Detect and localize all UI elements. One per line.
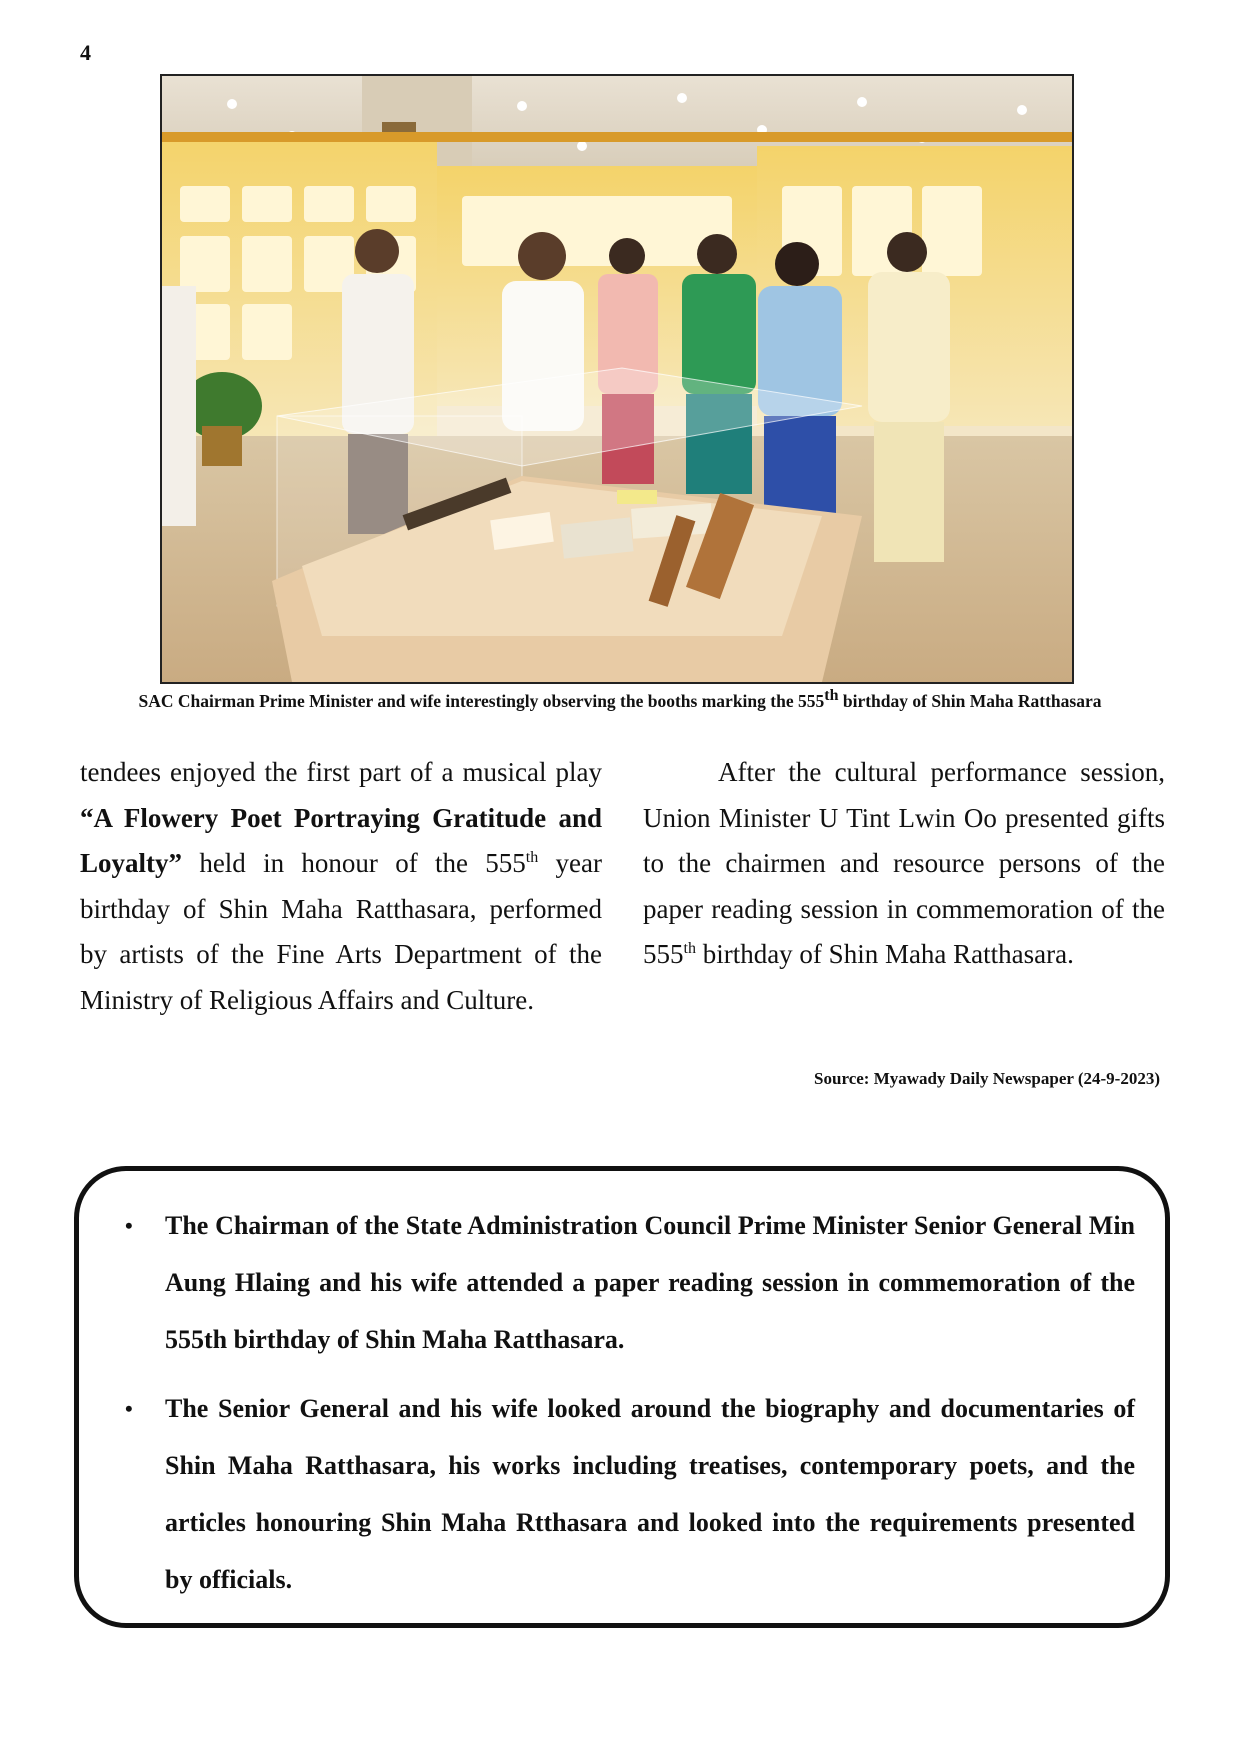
summary-item-text: The Chairman of the State Administration Council Prime Minister Senior General Min Aung Hlaing and his wife attended a paper reading session in commemoration of the 555th birthday of Shin Maha Ratthasara.	[165, 1211, 1135, 1354]
caption-text: SAC Chairman Prime Minister and wife interestingly observing the booths marking the 555	[138, 691, 825, 711]
left-text-2: held in honour of the 555	[182, 848, 526, 878]
exhibition-photo	[160, 74, 1074, 684]
left-text-3: year birthday of Shin Maha Ratthasara, performed by artists of the Fine Arts Department of the Ministry of Religious Affairs and Culture.	[80, 848, 602, 1015]
left-paragraph	[80, 750, 602, 1023]
caption-text-end: birthday of Shin Maha Ratthasara	[838, 691, 1102, 711]
summary-list	[105, 1197, 1135, 1608]
summary-item	[105, 1380, 1135, 1608]
page-number: 4	[80, 40, 91, 65]
musical-play-title: “A Flowery Poet Portraying Gratitude and Loyalty”	[80, 802, 602, 878]
left-text-1: tendees enjoyed the first part of a musical play	[80, 757, 602, 787]
summary-item	[105, 1197, 1135, 1368]
bullet-icon: •	[125, 1396, 133, 1421]
source-credit: Source: Myawady Daily Newspaper (24-9-2023)	[814, 1069, 1160, 1088]
left-superscript: th	[525, 849, 539, 866]
right-paragraph	[643, 750, 1165, 978]
summary-box	[74, 1166, 1170, 1628]
right-text-2: birthday of Shin Maha Ratthasara.	[695, 939, 1074, 969]
right-superscript: th	[683, 940, 696, 957]
bullet-icon: •	[125, 1213, 133, 1238]
article-right-column	[643, 750, 1165, 978]
right-text-1: After the cultural performance session, Union Minister U Tint Lwin Oo presented gifts to the chairmen and resource persons of the paper reading session in commemoration of the 555	[643, 757, 1165, 969]
summary-item-text: The Senior General and his wife looked around the biography and documentaries of Shin Maha Ratthasara, his works including treatises, contemporary poets, and the articles honouring Shin Maha Rtthasara and looked into the requirements presented by officials.	[165, 1394, 1135, 1594]
caption-superscript: th	[824, 687, 839, 705]
photo-illustration	[162, 76, 1072, 682]
article-left-column	[80, 750, 602, 1023]
photo-caption	[110, 687, 1130, 712]
